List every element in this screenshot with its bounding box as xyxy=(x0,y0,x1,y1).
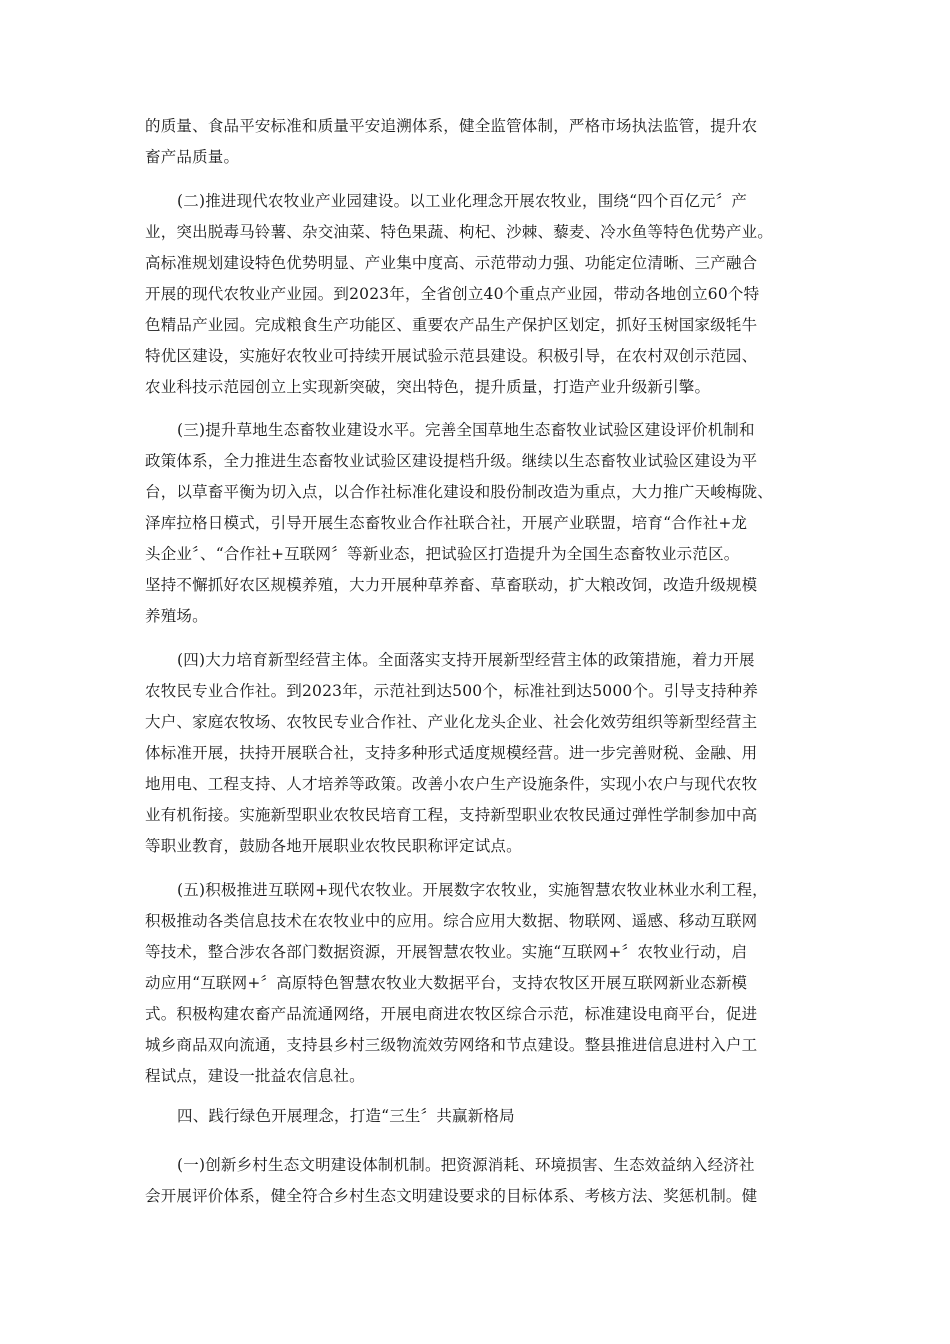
text-line: 式。积极构建农畜产品流通网络，开展电商进农牧区综合示范，标准建设电商平台，促进 xyxy=(145,1005,758,1023)
text-line: 城乡商品双向流通，支持县乡村三级物流效劳网络和节点建设。整县推进信息进村入户工 xyxy=(145,1036,758,1054)
text-line: 积极推动各类信息技术在农牧业中的应用。综合应用大数据、物联网、遥感、移动互联网 xyxy=(145,912,758,930)
text-line: 农牧民专业合作社。到2023年，示范社到达500个，标准社到达5000个。引导支持种养 xyxy=(145,682,759,700)
text-line: 等职业教育，鼓励各地开展职业农牧民职称评定试点。 xyxy=(145,837,522,855)
text-line: 业，突出脱毒马铃薯、杂交油菜、特色果蔬、枸杞、沙棘、藜麦、冷水鱼等特色优势产业。 xyxy=(145,223,774,241)
text-line: 开展的现代农牧业产业园。到2023年，全省创立40个重点产业园，带动各地创立60个特 xyxy=(145,285,760,303)
text-line: 农业科技示范园创立上实现新突破，突出特色，提升质量，打造产业升级新引擎。 xyxy=(145,378,711,396)
text-line: 地用电、工程支持、人才培养等政策。改善小农户生产设施条件，实现小农户与现代农牧 xyxy=(145,775,758,793)
text-line: 程试点，建设一批益农信息社。 xyxy=(145,1067,365,1085)
text-line: 动应用“互联网+〞高原特色智慧农牧业大数据平台，支持农牧区开展互联网新业态新模 xyxy=(145,974,748,992)
text-line: 泽库拉格日模式，引导开展生态畜牧业合作社联合社，开展产业联盟，培育“合作社+龙 xyxy=(145,514,748,532)
text-line: (三)提升草地生态畜牧业建设水平。完善全国草地生态畜牧业试验区建设评价机制和 xyxy=(177,421,755,439)
text-line: 高标准规划建设特色优势明显、产业集中度高、示范带动力强、功能定位清晰、三产融合 xyxy=(145,254,758,272)
text-line: 养殖场。 xyxy=(145,607,208,625)
paragraph-ecological xyxy=(145,1150,810,1212)
text-line: 政策体系，全力推进生态畜牧业试验区建设提档升级。继续以生态畜牧业试验区建设为平 xyxy=(145,452,758,470)
text-line: 的质量、食品平安标准和质量平安追溯体系，健全监管体制，严格市场执法监管，提升农 xyxy=(145,117,758,135)
text-line: (四)大力培育新型经营主体。全面落实支持开展新型经营主体的政策措施，着力开展 xyxy=(177,651,755,669)
text-line: 坚持不懈抓好农区规模养殖，大力开展种草养畜、草畜联动，扩大粮改饲，改造升级规模 xyxy=(145,576,758,594)
text-line: (一)创新乡村生态文明建设体制机制。把资源消耗、环境损害、生态效益纳入经济社 xyxy=(177,1156,755,1174)
section-heading xyxy=(145,1101,810,1132)
text-line: 色精品产业园。完成粮食生产功能区、重要农产品生产保护区划定，抓好玉树国家级牦牛 xyxy=(145,316,758,334)
text-line: 业有机衔接。实施新型职业农牧民培育工程，支持新型职业农牧民通过弹性学制参加中高 xyxy=(145,806,758,824)
text-line: 台，以草畜平衡为切入点，以合作社标准化建设和股份制改造为重点，大力推广天峻梅陇、 xyxy=(145,483,774,501)
text-line: 等技术，整合涉农各部门数据资源，开展智慧农牧业。实施“互联网+〞农牧业行动，启 xyxy=(145,943,748,961)
paragraph-business-entities xyxy=(145,645,810,862)
paragraph-internet-plus xyxy=(145,875,810,1092)
text-line: 会开展评价体系，健全符合乡村生态文明建设要求的目标体系、考核方法、奖惩机制。健 xyxy=(145,1187,758,1205)
text-line: 畜产品质量。 xyxy=(145,148,240,166)
paragraph-grassland xyxy=(145,415,810,632)
section-heading-text: 四、践行绿色开展理念，打造“三生〞共赢新格局 xyxy=(177,1107,515,1125)
text-line: (二)推进现代农牧业产业园建设。以工业化理念开展农牧业，围绕“四个百亿元〞产 xyxy=(177,192,748,210)
text-line: 大户、家庭农牧场、农牧民专业合作社、产业化龙头企业、社会化效劳组织等新型经营主 xyxy=(145,713,758,731)
paragraph-continuation xyxy=(145,111,810,173)
text-line: (五)积极推进互联网+现代农牧业。开展数字农牧业，实施智慧农牧业林业水利工程， xyxy=(177,881,768,899)
text-line: 特优区建设，实施好农牧业可持续开展试验示范县建设。积极引导，在农村双创示范园、 xyxy=(145,347,758,365)
paragraph-industrial-park xyxy=(145,186,810,403)
text-line: 体标准开展，扶持开展联合社，支持多种形式适度规模经营。进一步完善财税、金融、用 xyxy=(145,744,758,762)
text-line: 头企业〞、“合作社+互联网〞等新业态，把试验区打造提升为全国生态畜牧业示范区。 xyxy=(145,545,740,563)
